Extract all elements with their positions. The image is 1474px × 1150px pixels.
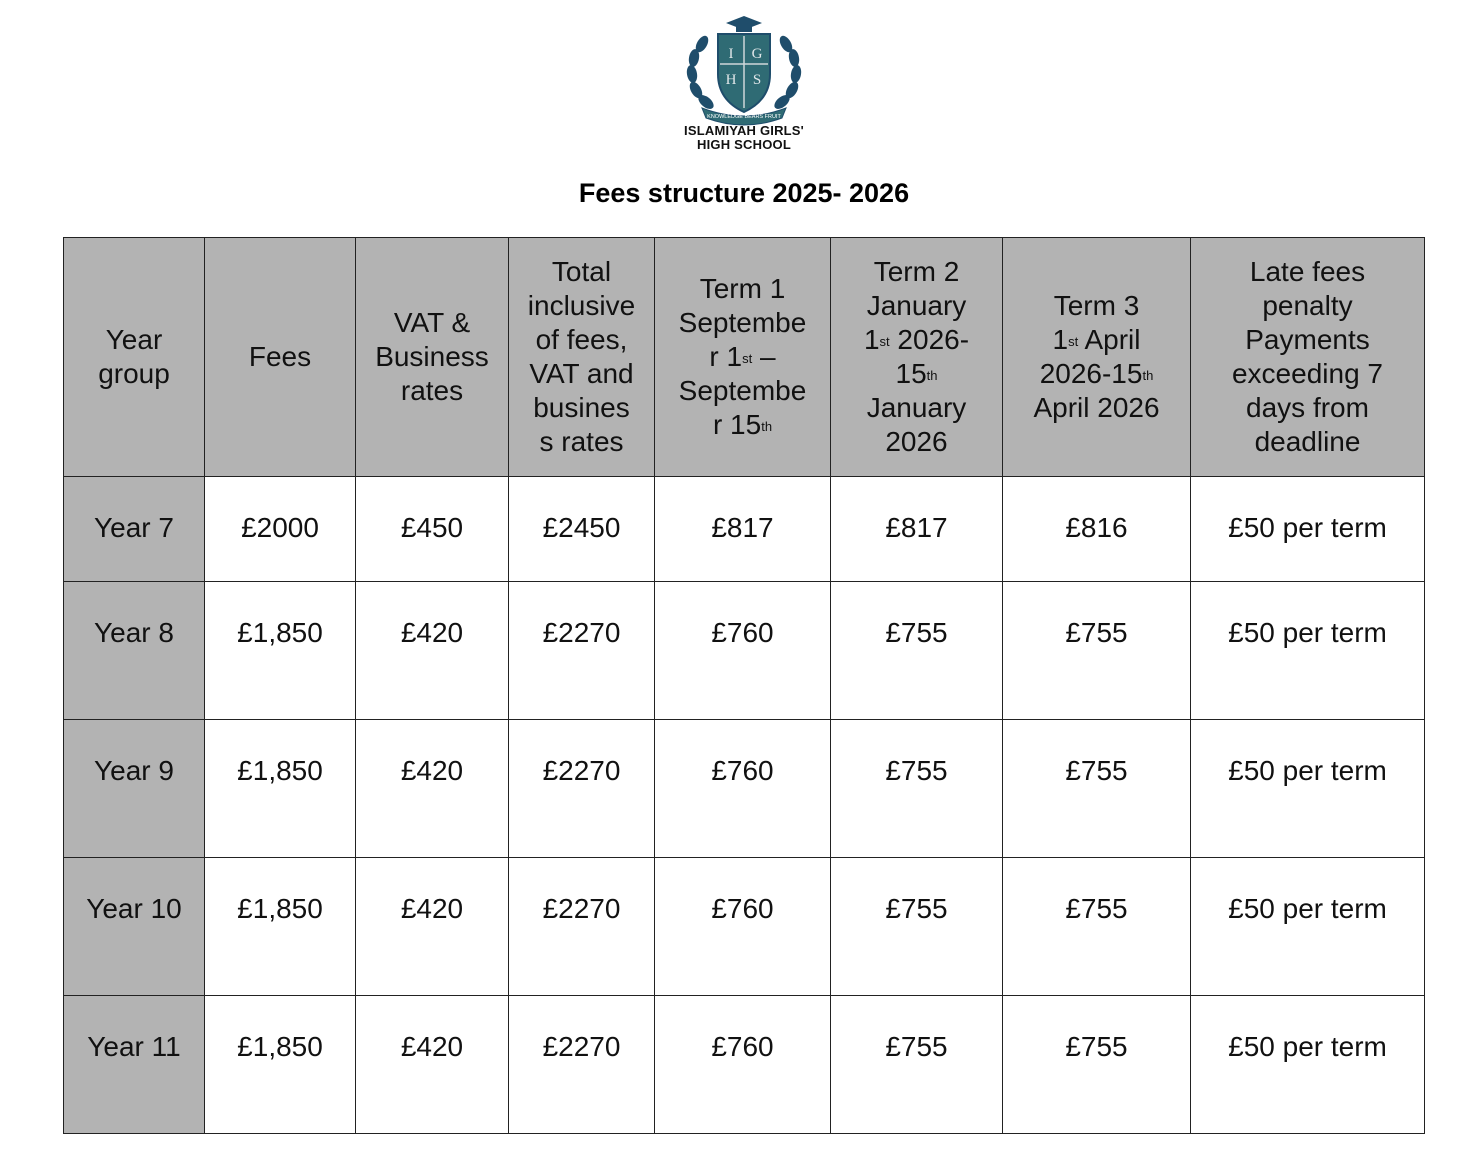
cell-year: Year 10 bbox=[64, 858, 205, 996]
cell-term3: £755 bbox=[1003, 996, 1191, 1134]
cell-term1: £817 bbox=[655, 477, 831, 582]
cell-total: £2270 bbox=[509, 582, 655, 720]
svg-text:H: H bbox=[725, 72, 737, 88]
cell-term3: £816 bbox=[1003, 477, 1191, 582]
cell-total: £2270 bbox=[509, 996, 655, 1134]
cell-vat: £420 bbox=[356, 858, 509, 996]
cell-term3: £755 bbox=[1003, 582, 1191, 720]
cell-term1: £760 bbox=[655, 858, 831, 996]
table-row bbox=[64, 477, 1425, 582]
page-title: Fees structure 2025- 2026 bbox=[578, 178, 910, 208]
cell-fees: £1,850 bbox=[205, 858, 356, 996]
table-row bbox=[64, 858, 1425, 996]
header-total: Total inclusive of fees, VAT and busines s rates bbox=[509, 238, 655, 477]
cell-fees: £1,850 bbox=[205, 582, 356, 720]
header-year-group: Year group bbox=[64, 238, 205, 477]
cell-term2: £755 bbox=[831, 996, 1003, 1134]
cell-fees: £1,850 bbox=[205, 720, 356, 858]
header-fees: Fees bbox=[205, 238, 356, 477]
table-row bbox=[64, 996, 1425, 1134]
cell-term2: £755 bbox=[831, 858, 1003, 996]
cell-late: £50 per term bbox=[1191, 582, 1425, 720]
cell-year: Year 7 bbox=[64, 477, 205, 582]
cell-late: £50 per term bbox=[1191, 477, 1425, 582]
svg-text:I: I bbox=[728, 46, 734, 62]
header-vat: VAT & Business rates bbox=[356, 238, 509, 477]
table-header-row bbox=[64, 238, 1425, 477]
header-term3: Term 3 1st April 2026-15th April 2026 bbox=[1003, 238, 1191, 477]
cell-late: £50 per term bbox=[1191, 996, 1425, 1134]
cell-total: £2450 bbox=[509, 477, 655, 582]
cell-year: Year 9 bbox=[64, 720, 205, 858]
header-term1: Term 1 Septembe r 1st – Septembe r 15th bbox=[655, 238, 831, 477]
cell-vat: £420 bbox=[356, 996, 509, 1134]
school-name-line2: HIGH SCHOOL bbox=[697, 137, 791, 152]
ribbon-text: KNOWLEDGE BEARS FRUIT bbox=[707, 114, 781, 120]
cell-term2: £755 bbox=[831, 582, 1003, 720]
cell-year: Year 11 bbox=[64, 996, 205, 1134]
cell-year: Year 8 bbox=[64, 582, 205, 720]
cell-late: £50 per term bbox=[1191, 858, 1425, 996]
cell-vat: £420 bbox=[356, 582, 509, 720]
cell-vat: £420 bbox=[356, 720, 509, 858]
cell-term2: £755 bbox=[831, 720, 1003, 858]
svg-text:S: S bbox=[752, 72, 762, 88]
header-term2: Term 2 January 1st 2026- 15th January 2026 bbox=[831, 238, 1003, 477]
table-row bbox=[64, 582, 1425, 720]
school-name-line1: ISLAMIYAH GIRLS' bbox=[684, 123, 804, 138]
cell-term3: £755 bbox=[1003, 858, 1191, 996]
cell-term1: £760 bbox=[655, 996, 831, 1134]
cell-vat: £450 bbox=[356, 477, 509, 582]
cell-term3: £755 bbox=[1003, 720, 1191, 858]
cell-total: £2270 bbox=[509, 720, 655, 858]
table-row bbox=[64, 720, 1425, 858]
cell-term1: £760 bbox=[655, 720, 831, 858]
header-late-fees: Late fees penalty Payments exceeding 7 days from deadline bbox=[1191, 238, 1425, 477]
cell-fees: £1,850 bbox=[205, 996, 356, 1134]
cell-total: £2270 bbox=[509, 858, 655, 996]
svg-text:G: G bbox=[751, 46, 763, 62]
fees-table bbox=[63, 237, 1425, 1134]
school-name bbox=[650, 124, 838, 152]
cell-fees: £2000 bbox=[205, 477, 356, 582]
cell-term2: £817 bbox=[831, 477, 1003, 582]
cell-term1: £760 bbox=[655, 582, 831, 720]
mortarboard-icon bbox=[726, 16, 762, 32]
cell-late: £50 per term bbox=[1191, 720, 1425, 858]
